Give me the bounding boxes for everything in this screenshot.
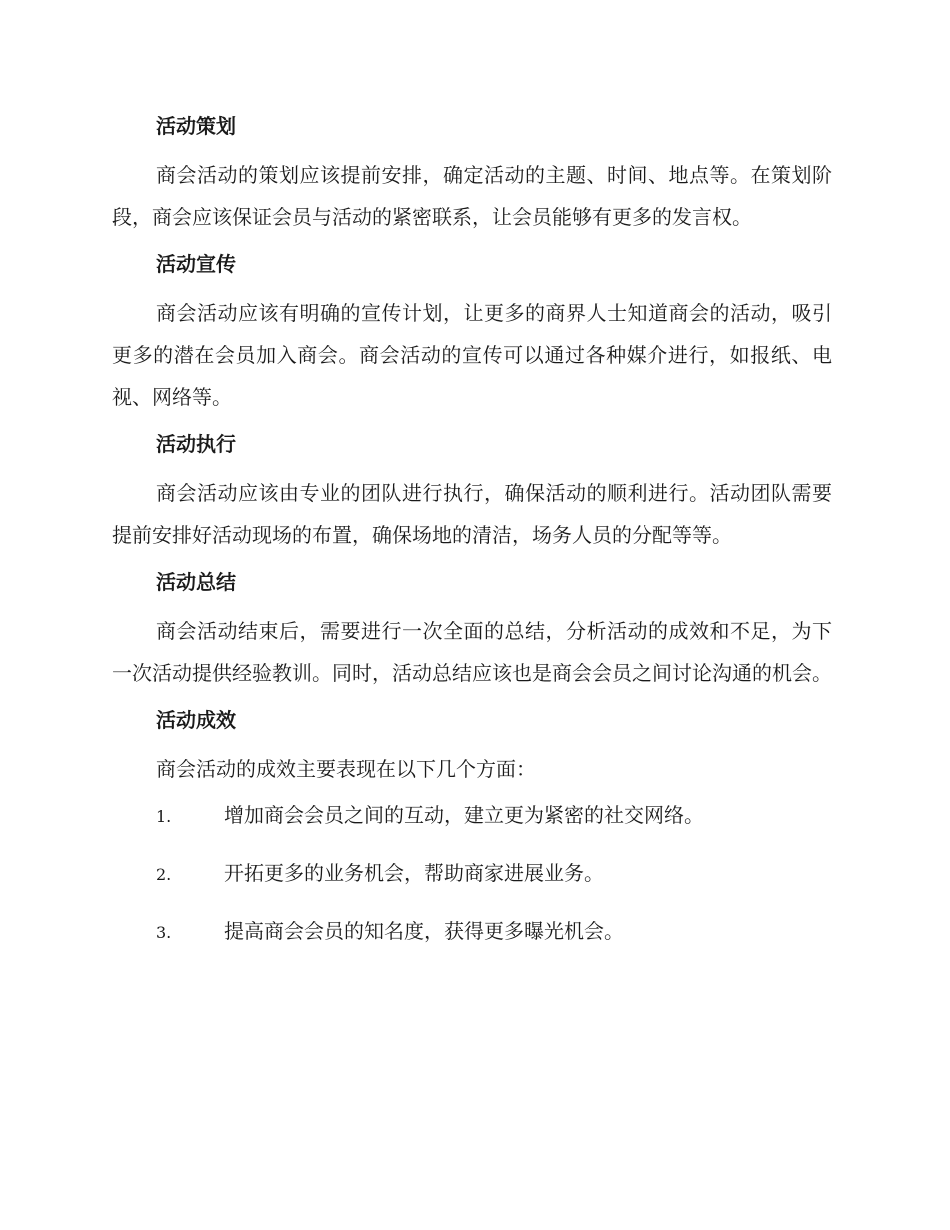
section-results xyxy=(112,706,832,790)
list-item-text: 提高商会会员的知名度，获得更多曝光机会。 xyxy=(224,919,624,943)
section-paragraph: 商会活动结束后，需要进行一次全面的总结，分析活动的成效和不足，为下一次活动提供经验教训。同时，活动总结应该也是商会会员之间讨论沟通的机会。 xyxy=(112,619,832,685)
results-list xyxy=(112,794,832,954)
section-heading: 活动成效 xyxy=(156,708,236,732)
list-item xyxy=(112,910,832,954)
list-item xyxy=(112,794,832,838)
list-item-number: 2. xyxy=(156,865,172,884)
section-paragraph: 商会活动应该由专业的团队进行执行，确保活动的顺利进行。活动团队需要提前安排好活动现场的布置，确保场地的清洁，场务人员的分配等等。 xyxy=(112,481,832,547)
section-heading: 活动总结 xyxy=(156,570,236,594)
section-paragraph: 商会活动的成效主要表现在以下几个方面： xyxy=(156,757,536,781)
section-paragraph: 商会活动的策划应该提前安排，确定活动的主题、时间、地点等。在策划阶段，商会应该保证会员与活动的紧密联系，让会员能够有更多的发言权。 xyxy=(112,163,832,229)
list-item-number: 1. xyxy=(156,807,172,826)
list-item-number: 3. xyxy=(156,923,172,942)
list-item-text: 开拓更多的业务机会，帮助商家进展业务。 xyxy=(224,861,604,885)
list-item xyxy=(112,852,832,896)
section-paragraph: 商会活动应该有明确的宣传计划，让更多的商界人士知道商会的活动，吸引更多的潜在会员加入商会。商会活动的宣传可以通过各种媒介进行，如报纸、电视、网络等。 xyxy=(112,301,832,409)
section-heading: 活动宣传 xyxy=(156,252,236,276)
section-execution xyxy=(112,430,832,556)
section-summary xyxy=(112,568,832,694)
section-heading: 活动执行 xyxy=(156,432,236,456)
section-promotion xyxy=(112,250,832,418)
document-page xyxy=(112,100,832,968)
section-planning xyxy=(112,112,832,238)
list-item-text: 增加商会会员之间的互动，建立更为紧密的社交网络。 xyxy=(224,803,704,827)
section-heading: 活动策划 xyxy=(156,114,236,138)
